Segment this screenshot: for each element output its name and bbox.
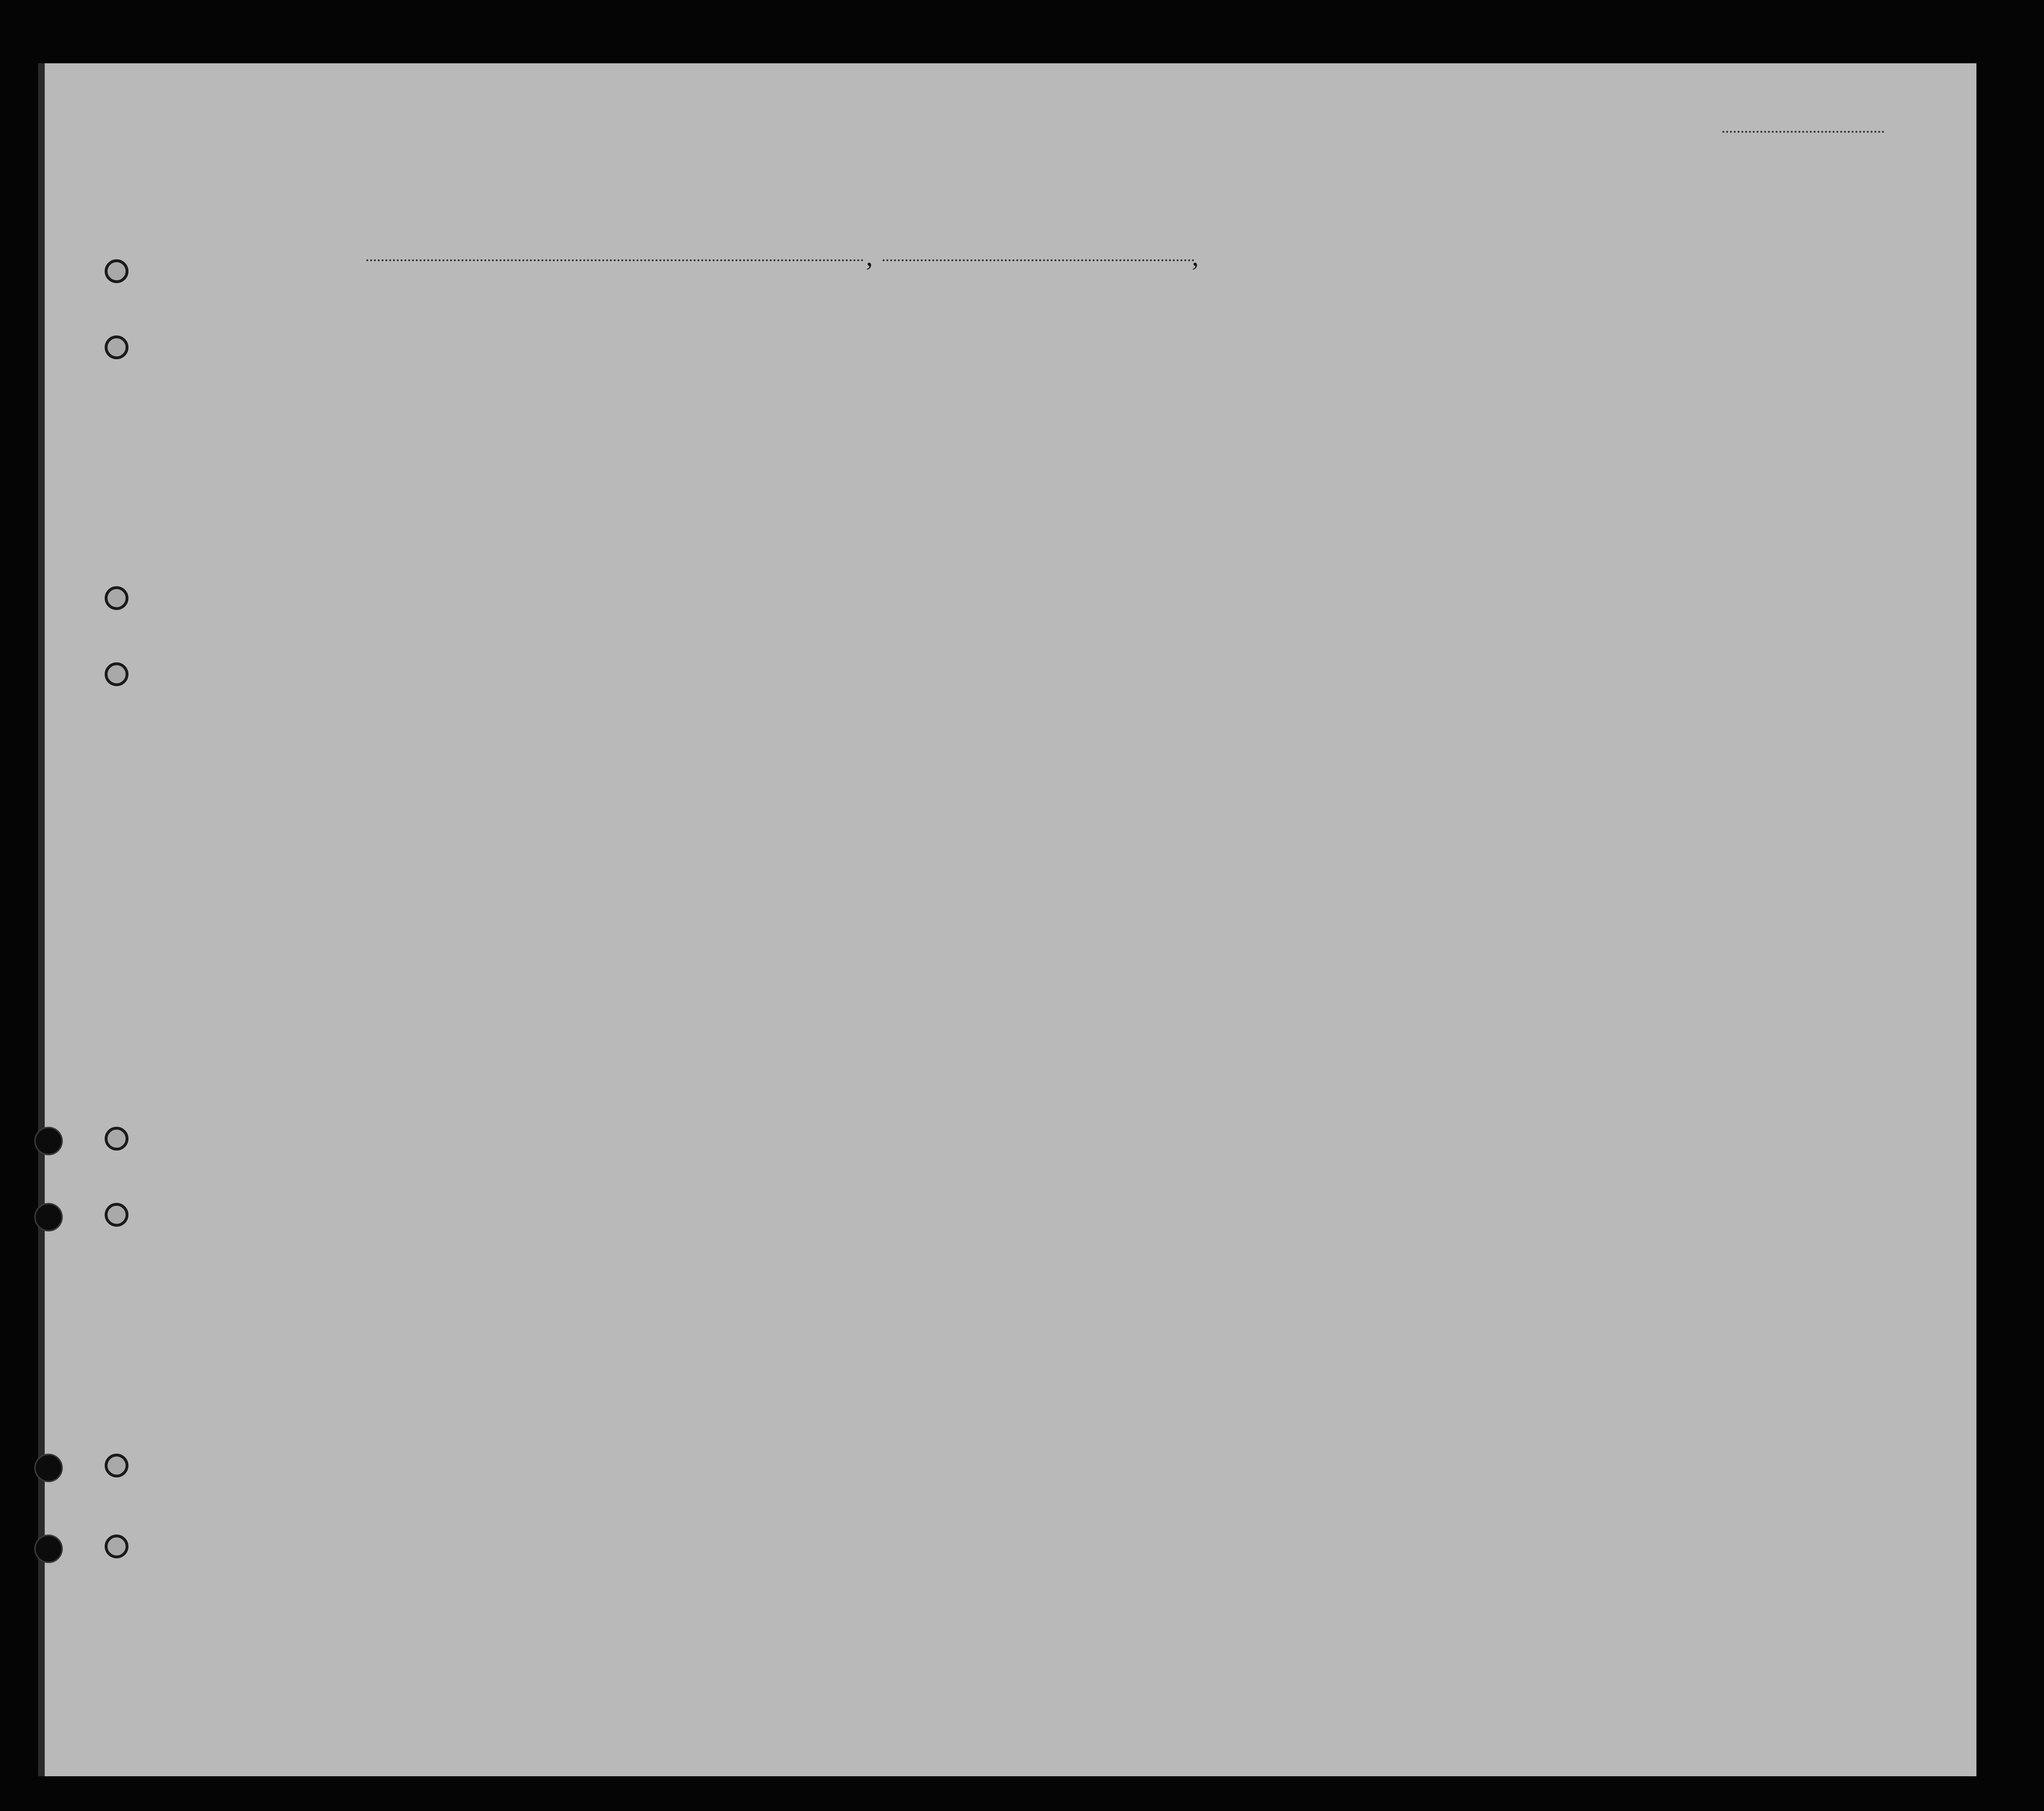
comma-mark: ,: [1192, 241, 1199, 272]
comma-mark: ,: [866, 241, 873, 272]
